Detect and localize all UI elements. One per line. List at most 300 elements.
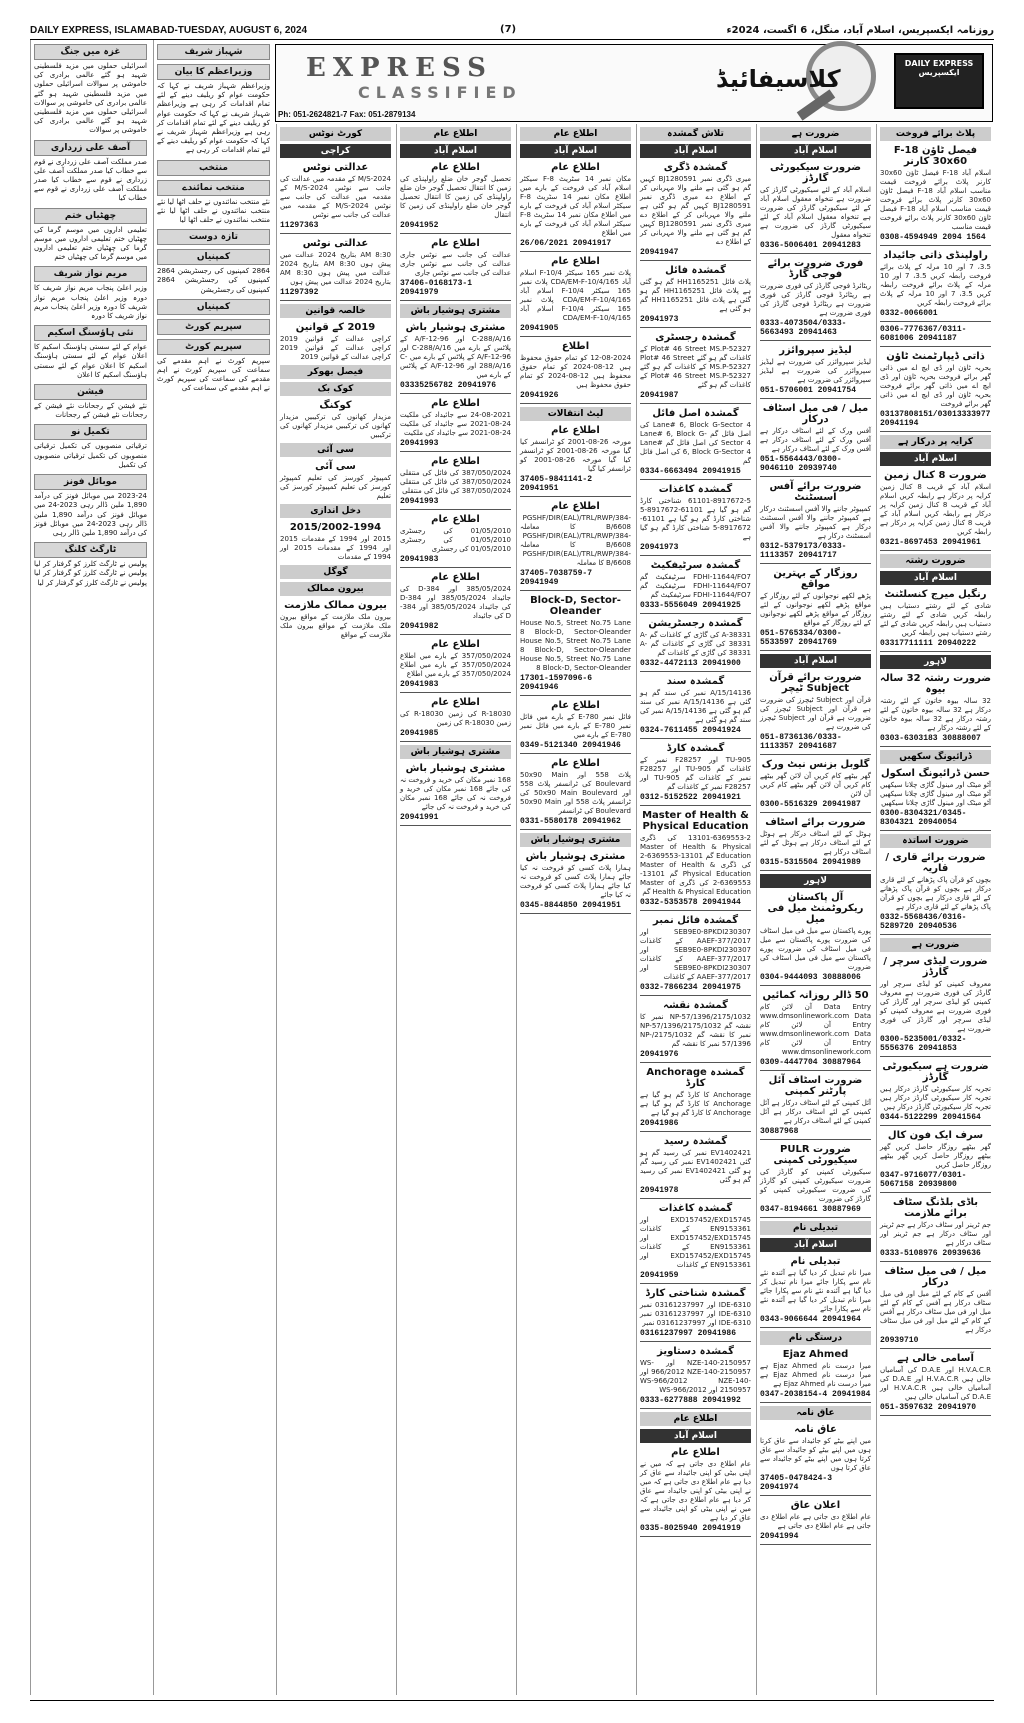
ad-phone: 20941993 <box>400 439 439 448</box>
ad-divider <box>520 251 631 252</box>
ad-divider <box>640 1198 751 1199</box>
ad-heading: اطلاع عام <box>551 700 600 711</box>
ad-phone: 0332-5353578 20941944 <box>640 898 741 907</box>
ad-phone: 03317711111 20940222 <box>880 639 977 648</box>
ad-divider <box>760 870 871 871</box>
ad-heading: غزہ میں جنگ <box>34 44 147 60</box>
ad-phone: 0306-7776367/0311-6081006 20941187 <box>880 325 967 343</box>
ad-heading: روزگار کے بہترین مواقع <box>773 568 858 590</box>
ad-divider <box>760 650 871 651</box>
ad-phone: 0321-8697453 20941961 <box>880 538 981 547</box>
ad-heading: مشتری ہوشیار باش <box>405 322 506 333</box>
section-label: لاہور <box>880 655 991 669</box>
ad-heading: گمشدہ رجسٹریشن <box>648 618 743 629</box>
ad-divider <box>880 830 991 831</box>
section-label: دخل اندازی <box>280 504 391 518</box>
ad-heading: اطلاع عام <box>551 162 600 173</box>
ad-divider <box>400 393 511 394</box>
ad-divider <box>280 233 391 234</box>
ad-body: FDHI-11644/FO7 سرٹیفکیٹ گم FDHI-11644/FO7 سرٹیفکیٹ گم FDHI-11644/FO7 سرٹیفکیٹ گم <box>640 573 751 599</box>
ad-body: Data Entry آن لائن کام www.dmsonlinework.com Data Entry آن لائن کام www.dmsonlinework.com Data Entry آن لائن کام www.dmsonlinework.com <box>760 1003 871 1056</box>
ad-phone: 0333-5556049 20941925 <box>640 601 741 610</box>
ad-heading: نئی ہاؤسنگ اسکیم <box>34 325 147 341</box>
ad-body: میرا درست نام Ejaz Ahmed ہے میرا درست نام Ejaz Ahmed ہے میرا درست نام Ejaz Ahmed ہے <box>760 1362 871 1388</box>
ad-heading: سپریم کورٹ <box>157 339 270 355</box>
ad-divider <box>400 233 511 234</box>
ad-body: 2023-24 میں موبائل فونز کی درآمد 1,890 ملین ڈالر رہی 2023-24 میں موبائل فونز کی درآمد 1,890 ملین ڈالر رہی 2023-24 میں موبائل فونز کی درآمد 1,890 ملین ڈالر رہی <box>34 492 148 537</box>
ad-heading: 2015/2002-1994 <box>289 522 382 533</box>
ad-body: مکان نمبر 14 سٹریٹ F-8 سیکٹر اسلام آباد کی فروخت کے بارے میں اطلاع مکان نمبر 14 سٹریٹ F-8 سیکٹر اسلام آباد کی فروخت کے بارے میں اطلاع مکان نمبر 14 سٹریٹ F-8 سیکٹر اسلام آباد کی فروخت کے بارے میں اطلاع <box>520 175 631 237</box>
classified-banner <box>275 44 993 122</box>
ad-body: بچوں کو قرآن پاک پڑھانے کے لئے قاری درکار ہے بچوں کو قرآن پاک پڑھانے کے لئے قاری درکار ہے بچوں کو قرآن پاک پڑھانے کے لئے قاری درکار ہے <box>880 876 991 911</box>
ad-divider <box>880 746 991 747</box>
ad-phone: 20941905 <box>520 324 559 333</box>
ad-phone: 20941987 <box>640 391 679 400</box>
ad-divider <box>520 403 631 404</box>
ad-phone: 03137808151/03013333977 20941194 <box>880 410 991 428</box>
ad-divider <box>760 398 871 399</box>
ad-body: H.V.A.C.R اور D.A.E کی آسامیاں خالی ہیں H.V.A.C.R اور D.A.E کی آسامیاں خالی ہیں H.V.A.C.R اور D.A.E کی آسامیاں خالی ہیں <box>880 1366 991 1401</box>
section-label: خالصہ قوانین <box>280 304 391 318</box>
ad-heading: تبدیلی نام <box>790 1256 841 1267</box>
ad-heading: گمشدہ کاغذات <box>658 484 733 495</box>
ad-divider <box>880 651 991 652</box>
ad-phone: 0312-5379173/0333-1113357 20941717 <box>760 542 847 560</box>
ad-heading: سرف ایک فون کال <box>887 1130 984 1141</box>
ad-divider <box>760 340 871 341</box>
ad-heading: فیشن <box>34 384 147 400</box>
ad-divider <box>400 567 511 568</box>
ad-divider <box>880 245 991 246</box>
section-label: درستگی نام <box>760 1331 871 1345</box>
ad-heading: گمشدہ رسید <box>663 1136 728 1147</box>
ad-heading: گمشدہ فائل نمبر <box>652 915 739 926</box>
section-label: کرایہ پر درکار ہے <box>880 435 991 449</box>
ad-divider <box>880 1192 991 1193</box>
page-number: (7) <box>500 24 517 35</box>
ad-heading: ضرورت رشتہ 32 سالہ بیوہ <box>879 673 991 695</box>
ad-phone: 37405-0478424-3 20941974 <box>760 1474 833 1492</box>
section-label: کورٹ نوٹس <box>280 127 391 141</box>
ad-body: 61101-8917672-5 شناختی کارڈ گم ہو گیا ہے 61101-8917672-5 شناختی کارڈ گم ہو گیا ہے 61101-8917672-5 شناختی کارڈ گم ہو گیا ہے <box>640 497 751 541</box>
ad-heading: گمشدہ نقشہ <box>663 1000 728 1011</box>
ad-body: مورخہ 26-08-2001 کو ٹرانسفر کیا گیا مورخہ 26-08-2001 کو ٹرانسفر کیا گیا مورخہ 26-08-2001 کو ٹرانسفر کیا گیا <box>520 438 631 473</box>
ad-phone: 0332-0066001 <box>880 309 938 318</box>
ad-heading: راولپنڈی ذاتی جائیداد <box>883 250 988 261</box>
ad-divider <box>880 1125 991 1126</box>
ad-divider <box>640 1341 751 1342</box>
ad-body: معروف کمپنی کو لیڈی سرچر اور گارڈز کی فوری ضرورت ہے معروف کمپنی کو لیڈی سرچر اور گارڈز کی فوری ضرورت ہے معروف کمپنی کو لیڈی سرچر اور گارڈز کی فوری ضرورت ہے <box>880 980 991 1033</box>
ad-divider <box>640 260 751 261</box>
ad-body: عام اطلاع دی جاتی ہے عام اطلاع دی جاتی ہے عام اطلاع دی جاتی ہے <box>760 1513 871 1530</box>
ad-phone: 0332-4472113 20941900 <box>640 659 741 668</box>
section-label: اطلاع عام <box>520 127 631 141</box>
ad-divider <box>400 634 511 635</box>
ad-body: R-18030 کی زمین R-18030 کی زمین R-18030 کی زمین <box>400 710 511 727</box>
ad-phone: 0315-5315504 20941989 <box>760 858 861 867</box>
ad-divider <box>760 1139 871 1140</box>
ad-phone: 20941986 <box>640 1119 679 1128</box>
ad-heading: فوری ضرورت برائے فوجی گارڈ <box>767 258 864 280</box>
ad-body: 32 سالہ بیوہ خاتون کے لئے رشتہ درکار ہے 32 سالہ بیوہ خاتون کے لئے رشتہ درکار ہے 32 سالہ بیوہ خاتون کے لئے رشتہ درکار ہے <box>880 697 991 732</box>
ad-phone: 0347-2038154-4 20941984 <box>760 1390 871 1399</box>
ad-divider <box>400 692 511 693</box>
ad-phone: 0312-5152522 20941921 <box>640 793 741 802</box>
ad-body: 3.5، 7 اور 10 مرلہ کے پلاٹ برائے فروخت رابطہ کریں 3.5، 7 اور 10 مرلہ کے پلاٹ برائے فروخت رابطہ کریں 3.5، 7 اور 10 مرلہ کے پلاٹ برائے فروخت رابطہ کریں <box>880 263 992 307</box>
ad-body: M/S-2024 کے مقدمہ میں عدالت کی جانب سے نوٹس M/S-2024 کے مقدمہ میں عدالت کی جانب سے نوٹس M/S-2024 کے مقدمہ میں عدالت کی جانب سے نوٹس <box>280 175 391 219</box>
section-label: اسلام آباد <box>400 144 511 158</box>
ad-body: C-288/A/16 اور 96-A/F-12 کے پلاٹس کے بارے میں C-288/A/16 اور 96-A/F-12 کے پلاٹس کے بارے میں C-288/A/16 اور 96-A/F-12 کے پلاٹس کے بارے میں <box>400 335 511 379</box>
header-left: DAILY EXPRESS, ISLAMABAD-TUESDAY, AUGUST 6, 2024 <box>30 25 308 36</box>
ad-divider <box>640 1131 751 1132</box>
ad-phone: 20941982 <box>400 622 439 631</box>
ad-divider <box>640 910 751 911</box>
ad-phone: 0332-5568436/0316-5289720 20940536 <box>880 913 967 931</box>
ad-phone: 20941976 <box>640 1050 679 1059</box>
section-label: مشتری ہوشیار باش <box>400 304 511 318</box>
ad-divider <box>640 805 751 806</box>
section-label: تلاش گمشدہ <box>640 127 751 141</box>
col-lost <box>636 124 754 1695</box>
ad-divider <box>880 1056 991 1057</box>
ad-phone: 051-8736136/0333-1113357 20941687 <box>760 733 842 751</box>
ad-phone: 20941973 <box>640 315 679 324</box>
ad-divider <box>640 995 751 996</box>
section-label: سپریم کورٹ <box>157 319 270 335</box>
ad-phone: 03335256782 20941976 <box>400 381 497 390</box>
ad-heading: گمشدہ سند <box>666 676 725 687</box>
ad-divider <box>880 1348 991 1349</box>
ad-phone: 051-5765334/0300-5533597 20941769 <box>760 629 842 647</box>
ad-body: عوام کے لئے سستی ہاؤسنگ اسکیم کا اعلان عوام کے لئے سستی ہاؤسنگ اسکیم کا اعلان عوام کے لئے سستی ہاؤسنگ اسکیم کا اعلان <box>34 343 147 379</box>
ad-phone: 20941985 <box>400 729 439 738</box>
ad-body: ریٹائرڈ فوجی گارڈز کی فوری ضرورت ہے ریٹائرڈ فوجی گارڈز کی فوری ضرورت ہے ریٹائرڈ فوجی گارڈز کی فوری ضرورت ہے <box>760 282 871 317</box>
ad-heading: Ejaz Ahmed <box>782 1349 849 1360</box>
ad-body: صدر مملکت آصف علی زرداری نے قوم سے خطاب کیا صدر مملکت آصف علی زرداری نے قوم سے خطاب کیا صدر مملکت آصف علی زرداری نے قوم سے خطاب کیا <box>34 157 147 203</box>
ad-body: 12-08-2024 کو تمام حقوق محفوظ ہیں 12-08-2024 کو تمام حقوق محفوظ ہیں 12-08-2024 کو تمام حقوق محفوظ ہیں <box>520 354 631 389</box>
ad-body: Plot# 46 Street MS.P-52327 کے کاغذات گم ہو گئے Plot# 46 Street MS.P-52327 کے کاغذات گم ہو گئے Plot# 46 Street MS.P-52327 کے کاغذات گم ہو گئے <box>640 345 751 389</box>
ad-body: مزیدار کھانوں کی ترکیبیں مزیدار کھانوں کی ترکیبیں مزیدار کھانوں کی ترکیبیں <box>280 413 391 439</box>
ad-body: 01/05/2010 کی رجسٹری 01/05/2010 کی رجسٹری 01/05/2010 کی رجسٹری <box>400 527 511 553</box>
section-label: کوک بک <box>280 382 391 396</box>
col-notice2 <box>396 124 514 1695</box>
ad-body: آٹو میٹک اور مینول گاڑی چلانا سیکھیں آٹو میٹک اور مینول گاڑی چلانا سیکھیں آٹو میٹک اور مینول گاڑی چلانا سیکھیں <box>880 781 991 807</box>
ad-divider <box>760 1070 871 1071</box>
ad-heading: سی آئی <box>315 461 356 472</box>
ad-phone: 37405-9841141-2 20941951 <box>520 475 593 493</box>
ad-phone: 11297363 <box>280 221 319 230</box>
ad-body: اسلام آباد کے قریب 8 کنال زمین کرایہ پر درکار ہے رابطہ کریں اسلام آباد کے قریب 8 کنال زمین کرایہ پر درکار ہے رابطہ کریں اسلام آباد کے قریب 8 کنال زمین کرایہ پر درکار ہے رابطہ کریں <box>880 483 991 536</box>
section-label: مشتری ہوشیار باش <box>520 833 631 847</box>
ad-heading: اطلاع عام <box>431 514 480 525</box>
section-label: اسلام آباد <box>760 654 871 668</box>
ad-heading: عاق نامہ <box>794 1424 837 1435</box>
ad-body: وزیراعظم شہباز شریف نے کہا کہ حکومت عوام کو ریلیف دینے کے لئے تمام اقدامات کر رہی ہے وزیراعظم شہباز شریف نے کہا کہ حکومت عوام کو ریلیف دینے کے لئے تمام اقدامات کر رہی ہے وزیراعظم شہباز شریف نے کہا کہ حکومت عوام کو ریلیف دینے کے لئے تمام اقدامات کر رہی ہے <box>157 82 270 155</box>
ad-heading: اطلاع عام <box>551 425 600 436</box>
ad-body: NZE-140-2150957 اور WS-966/2012 NZE-140-2150957 اور WS-966/2012 NZE-140-2150957 اور WS-966/2012 <box>640 1359 751 1394</box>
ad-heading: چھٹیاں ختم <box>34 208 147 224</box>
ad-phone: 0324-7611455 20941924 <box>640 726 741 735</box>
ad-body: قرآن اور Subject ٹیچرز کی ضرورت ہے قرآن اور Subject ٹیچرز کی ضرورت ہے قرآن اور Subject ٹیچرز کی ضرورت ہے <box>760 696 871 731</box>
ad-heading: حسن ڈرائیونگ اسکول <box>880 768 991 779</box>
ad-phone: 0304-9444093 30888006 <box>760 973 861 982</box>
ad-phone: 0349-5121340 20941946 <box>520 741 621 750</box>
ad-divider <box>880 550 991 551</box>
ad-phone: 0336-5006401 20941283 <box>760 241 861 250</box>
ad-heading: اعلان عاق <box>790 1500 841 1511</box>
section-label: اطلاع عام <box>640 1412 751 1426</box>
ad-body: EXD157452/EXD15745 اور EN9153361 کے کاغذات EXD157452/EXD15745 اور EN9153361 کے کاغذات EXD157452/EXD15745 اور EN9153361 کے کاغذات <box>640 1216 751 1269</box>
ad-divider <box>640 613 751 614</box>
ad-phone: 0347-9716077/0301-5067158 20939800 <box>880 1171 967 1189</box>
ad-body: 385/05/2024 اور 384-D کی جائیداد 385/05/2024 اور 384-D کی جائیداد 385/05/2024 اور 384-D کی جائیداد <box>400 585 512 620</box>
section-label: بیرون ممالک <box>280 582 391 596</box>
ad-phone: 20941947 <box>640 248 679 257</box>
ad-body: EV1402421 نمبر کی رسید گم ہو گئی EV1402421 نمبر کی رسید گم ہو گئی EV1402421 نمبر کی رسید گم ہو گئی <box>640 1149 751 1184</box>
ad-heading: ضرورت برائے آفس اسسٹنٹ <box>769 481 862 503</box>
ad-body: ترقیاتی منصوبوں کی تکمیل ترقیاتی منصوبوں کی تکمیل ترقیاتی منصوبوں کی تکمیل <box>34 442 147 469</box>
ad-phone: 051-5564443/0300-9046110 20939740 <box>760 455 842 473</box>
ad-phone: 20941978 <box>640 1186 679 1195</box>
col-news-mid <box>153 40 273 1695</box>
ad-body: 2015 اور 1994 کے مقدمات 2015 اور 1994 کے مقدمات 2015 اور 1994 کے مقدمات <box>280 535 392 561</box>
ad-divider <box>640 403 751 404</box>
ad-body: IDE-6310 اور 03161237997 نمبر IDE-6310 اور 03161237997 نمبر IDE-6310 اور 03161237997 نمبر <box>640 1301 752 1327</box>
ad-heading: رنگیل میرج کنسلٹنٹ <box>884 589 987 600</box>
ad-heading: آصف علی زرداری <box>34 140 147 156</box>
ad-body: گھر بیٹھے روزگار حاصل کریں گھر بیٹھے روزگار حاصل کریں گھر بیٹھے روزگار حاصل کریں <box>880 1143 991 1169</box>
ad-body: بحریہ ٹاؤن اور ڈی ایچ اے میں ذاتی گھر برائے فروخت بحریہ ٹاؤن اور ڈی ایچ اے میں ذاتی گھر برائے فروخت بحریہ ٹاؤن اور ڈی ایچ اے میں ذاتی گھر برائے فروخت <box>880 364 991 408</box>
ad-divider <box>640 671 751 672</box>
ad-phone: 11297392 <box>280 288 319 297</box>
ad-divider <box>640 555 751 556</box>
section-label: عاق نامہ <box>760 1406 871 1420</box>
ad-body: 8:30 AM بتاریخ 2024 عدالت میں پیش ہوں 8:30 AM بتاریخ 2024 عدالت میں پیش ہوں 8:30 AM بتاریخ 2024 عدالت میں پیش ہوں <box>280 251 392 286</box>
ad-body: پڑھے لکھے نوجوانوں کے لئے روزگار کے مواقع پڑھے لکھے نوجوانوں کے لئے روزگار کے مواقع پڑھے لکھے نوجوانوں کے لئے روزگار کے مواقع <box>760 592 871 627</box>
ad-body: آئل کمپنی کے لئے اسٹاف درکار ہے آئل کمپنی کے لئے اسٹاف درکار ہے آئل کمپنی کے لئے اسٹاف درکار ہے <box>760 1099 871 1125</box>
ad-divider <box>280 300 391 301</box>
ad-heading: اطلاع <box>561 341 590 352</box>
ad-heading: میل / فی میل سٹاف درکار <box>884 1266 987 1288</box>
section-label: منتخب <box>157 160 270 176</box>
ad-divider <box>760 253 871 254</box>
ad-heading: میل / فی میل اسٹاف درکار <box>762 403 869 425</box>
ad-body: عام اطلاع دی جاتی ہے کہ میں نے اپنی بیٹی کو اپنی جائیداد سے عاق کر دیا ہے عام اطلاع دی جاتی ہے کہ میں نے اپنی بیٹی کو اپنی جائیداد سے عاق کر دیا ہے عام اطلاع دی جاتی ہے کہ میں نے اپنی بیٹی کو اپنی جائیداد سے عاق کر دیا ہے <box>640 1460 751 1522</box>
ad-heading: اطلاع عام <box>431 162 480 173</box>
ad-divider <box>520 753 631 754</box>
section-label: ضرورت رشتہ <box>880 554 991 568</box>
ad-heading: اطلاع عام <box>551 256 600 267</box>
ad-heading: مریم نواز شریف <box>34 266 147 282</box>
ad-body: 14136/A/15 نمبر کی سند گم ہو گئی ہے 14136/A/15 نمبر کی سند گم ہو گئی ہے 14136/A/15 نمبر کی سند گم ہو گئی ہے <box>640 689 752 724</box>
section-label: لاہور <box>760 874 871 888</box>
ad-phone: 20941983 <box>400 680 439 689</box>
ad-body: 24-08-2021 سے جائیداد کی ملکیت 24-08-2021 سے جائیداد کی ملکیت 24-08-2021 سے جائیداد کی ملکیت <box>400 411 511 437</box>
ad-divider <box>520 913 631 914</box>
ad-phone: 0335-8025940 20941919 <box>640 1524 741 1533</box>
ad-body: عدالت کی جانب سے نوٹس جاری عدالت کی جانب سے نوٹس جاری عدالت کی جانب سے نوٹس جاری <box>400 251 511 277</box>
ad-body: سیکیورٹی کمپنی کو گارڈز کی ضرورت سیکیورٹی کمپنی کو گارڈز کی ضرورت سیکیورٹی کمپنی کو گارڈز کی ضرورت <box>760 1168 871 1203</box>
ad-body: کراچی عدالت کے قوانین 2019 کراچی عدالت کے قوانین 2019 کراچی عدالت کے قوانین 2019 <box>280 335 391 361</box>
col-notice1 <box>516 124 634 1695</box>
ad-phone: 20941952 <box>400 221 439 230</box>
ad-heading: ضرورت 8 کنال زمین <box>884 470 987 481</box>
section-label: تبدیلی نام <box>760 1221 871 1235</box>
ad-phone: 17301-1597096-6 20941946 <box>520 674 593 692</box>
ad-body: پلاٹ فائل HH1165251 گم ہو گئی ہے پلاٹ فائل HH1165251 گم ہو گئی ہے پلاٹ فائل HH1165251 گم ہو گئی ہے <box>640 278 752 313</box>
ad-phone: 0308-4594949 2094 1564 <box>880 233 986 242</box>
section-label: تازہ دوست <box>157 229 270 245</box>
ad-heading: ٹارگٹ کلنگ <box>34 542 147 558</box>
ad-body: ہوٹل کے لئے اسٹاف درکار ہے ہوٹل کے لئے اسٹاف درکار ہے ہوٹل کے لئے اسٹاف درکار ہے <box>760 830 871 856</box>
ad-phone: 0344-5122299 20941564 <box>880 1113 981 1122</box>
ad-heading: موبائل فونز <box>34 474 147 490</box>
ad-heading: گمشدہ ڈگری <box>663 162 728 173</box>
ad-body: اسلام آباد F-18 فیصل ٹاؤن 30x60 کارنر پلاٹ برائے فروخت قیمت مناسب اسلام آباد F-18 فیصل ٹاؤن 30x60 کارنر پلاٹ برائے فروخت قیمت مناسب اسلام آباد F-18 فیصل ٹاؤن 30x60 کارنر پلاٹ برائے فروخت قیمت مناسب <box>880 169 992 231</box>
page-footer-rule <box>30 1700 994 1701</box>
ad-heading: آل پاکستان ریکروٹمنٹ میل فی میل <box>767 892 864 925</box>
ad-body: آفس ورک کے لئے اسٹاف درکار ہے آفس ورک کے لئے اسٹاف درکار ہے آفس ورک کے لئے اسٹاف درکار ہے <box>760 427 871 453</box>
ad-heading: کوکنگ <box>319 400 352 411</box>
ad-body: پلاٹ نمبر 165 سیکٹر F-10/4 اسلام آباد CDA/EM-F-10/4/165 پلاٹ نمبر 165 سیکٹر F-10/4 اسلام آباد CDA/EM-F-10/4/165 پلاٹ نمبر 165 سیکٹر F-10/4 اسلام آباد CDA/EM-F-10/4/165 <box>520 269 631 322</box>
ad-heading: عدالتی نوٹس <box>302 162 369 173</box>
ad-heading: 50 ڈالر روزانہ کمائیں <box>762 990 869 1001</box>
ad-heading: وزیراعظم کا بیان <box>157 64 270 80</box>
ad-phone: 20941926 <box>520 391 559 400</box>
ad-phone: 37406-0168173-1 20941979 <box>400 279 473 297</box>
ad-divider <box>760 1217 871 1218</box>
ad-heading: ضرورت لیڈی سرچر / گارڈز <box>883 956 988 978</box>
ad-body: پلاٹ 558 اور 50x90 Main Boulevard کی ٹرانسفر پلاٹ 558 اور 50x90 Main Boulevard کی ٹرانسفر پلاٹ 558 اور 50x90 Main Boulevard کی ٹرانسفر <box>520 771 631 815</box>
ad-heading: اطلاع عام <box>431 639 480 650</box>
ad-body: اسلام آباد کے لئے سیکیورٹی گارڈز کی ضرورت ہے تنخواہ معقول اسلام آباد کے لئے سیکیورٹی گارڈز کی ضرورت ہے تنخواہ معقول اسلام آباد کے لئے سیکیورٹی گارڈز کی ضرورت ہے تنخواہ معقول <box>760 186 871 239</box>
ad-heading: کمپنیاں <box>157 249 270 265</box>
ad-heading: آسامی خالی ہے <box>897 1353 974 1364</box>
ad-divider <box>640 1062 751 1063</box>
ad-phone: 20939710 <box>880 1336 919 1345</box>
ad-divider <box>640 1283 751 1284</box>
ad-body: میں اپنے بیٹے کو جائیداد سے عاق کرتا ہوں میں اپنے بیٹے کو جائیداد سے عاق کرتا ہوں میں اپنے بیٹے کو جائیداد سے عاق کرتا ہوں <box>760 1437 871 1472</box>
section-label: لیٹ انتقالات <box>520 407 631 421</box>
ad-divider <box>760 812 871 813</box>
ad-divider <box>760 985 871 986</box>
ad-phone: 0309-4447704 30887964 <box>760 1058 861 1067</box>
ad-heading: ضرورت برائے قرآن Subject ٹیچر <box>769 672 862 694</box>
ad-phone: 0343-9066644 20941964 <box>760 1315 861 1324</box>
ad-heading: اطلاع عام <box>431 398 480 409</box>
ad-divider <box>760 476 871 477</box>
section-label: شہباز شریف <box>157 44 270 60</box>
ad-body: Lane# 6, Block G-Sector 4 کی اصل فائل گم Lane# 6, Block G-Sector 4 کی اصل فائل گم Lane# 6, Block G-Sector 4 کی اصل فائل گم <box>640 421 751 465</box>
ad-phone: 0300-5516329 20941987 <box>760 800 861 809</box>
ad-body: PGSHF/DIR(EAL)/TRL/RWP/384-B/6608 کا معاملہ PGSHF/DIR(EAL)/TRL/RWP/384-B/6608 کا معاملہ PGSHF/DIR(EAL)/TRL/RWP/384-B/6608 کا معاملہ <box>520 514 631 567</box>
ad-body: میرا نام تبدیل کر دیا گیا ہے آئندہ نئے نام سے پکارا جائے میرا نام تبدیل کر دیا گیا ہے آئندہ نئے نام سے پکارا جائے میرا نام تبدیل کر دیا گیا ہے آئندہ نئے نام سے پکارا جائے <box>760 1269 871 1313</box>
ad-phone: 051-5706001 20941754 <box>760 386 857 395</box>
ad-heading: لیڈیز سپروائزر <box>779 345 852 356</box>
ad-divider <box>760 754 871 755</box>
col-wanted <box>756 124 874 1695</box>
ad-heading: ضرورت ہے سیکیورٹی گارڈز <box>882 1061 989 1083</box>
ad-body: 357/050/2024 کے بارے میں اطلاع 357/050/2024 کے بارے میں اطلاع 357/050/2024 کے بارے میں اطلاع <box>400 652 511 678</box>
ad-body: میری ڈگری نمبر BJ1280591 کہیں گم ہو گئی ہے ملنے والا مہربانی کر کے اطلاع دے میری ڈگری نمبر BJ1280591 کہیں گم ہو گئی ہے ملنے والا مہربانی کر کے اطلاع دے میری ڈگری نمبر BJ1280591 کہیں گم ہو گئی ہے ملنے والا مہربانی کر کے اطلاع دے <box>640 175 751 246</box>
banner-classified: CLASSIFIED <box>358 83 522 102</box>
ad-heading: بیرون ممالک ملازمت <box>284 600 387 611</box>
ad-phone: 20941991 <box>400 813 439 822</box>
ad-heading: اطلاع عام <box>431 697 480 708</box>
ad-body: A-38331 کی گاڑی کے کاغذات گم A-38331 کی گاڑی کے کاغذات گم A-38331 کی گاڑی کے کاغذات گم <box>640 631 751 657</box>
col-news-left <box>30 40 150 1695</box>
express-logo: DAILY EXPRESS ایکسپریس <box>894 53 984 109</box>
ad-body: Anchorage کا کارڈ گم ہو گیا ہے Anchorage کا کارڈ گم ہو گیا ہے Anchorage کا کارڈ گم ہو گیا ہے <box>640 1091 751 1117</box>
ad-divider <box>400 300 511 301</box>
ad-body: جم ٹرینر اور سٹاف درکار ہے جم ٹرینر اور سٹاف درکار ہے جم ٹرینر اور سٹاف درکار ہے <box>880 1221 991 1247</box>
section-label: اطلاع عام <box>400 127 511 141</box>
ad-body: 2175/1032/NP-57/1396 نمبر کا نقشہ گم 2175/1032/NP-57/1396 نمبر کا نقشہ گم 2175/1032/NP-57/1396 نمبر کا نقشہ گم <box>640 1013 751 1048</box>
ad-body: تجربہ کار سیکیورٹی گارڈز درکار ہیں تجربہ کار سیکیورٹی گارڈز درکار ہیں تجربہ کار سیکیورٹی گارڈز درکار ہیں <box>880 1085 991 1111</box>
ad-heading: گمشدہ Anchorage کارڈ <box>646 1067 745 1089</box>
col-court <box>276 124 394 1695</box>
ad-heading: گمشدہ کاغذات <box>658 1203 733 1214</box>
ad-body: آفس کے کام کے لئے میل اور فی میل سٹاف درکار ہے آفس کے کام کے لئے میل اور فی میل سٹاف درکار ہے آفس کے کام کے لئے میل اور فی میل سٹاف درکار ہے <box>880 1290 991 1334</box>
ad-body: کمپیوٹر کورسز کی تعلیم کمپیوٹر کورسز کی تعلیم کمپیوٹر کورسز کی تعلیم <box>280 474 391 500</box>
ad-divider <box>640 479 751 480</box>
section-label: ڈرائیونگ سکھیں <box>880 750 991 764</box>
ad-heading: ضرورت برائے اسٹاف <box>765 817 866 828</box>
ad-body: کمپیوٹر جاننے والا آفس اسسٹنٹ درکار ہے کمپیوٹر جاننے والا آفس اسسٹنٹ درکار ہے کمپیوٹر جاننے والا آفس اسسٹنٹ درکار ہے <box>760 505 871 540</box>
section-label: اسلام آباد <box>880 571 991 585</box>
ad-divider <box>520 496 631 497</box>
ad-phone: 03161237997 20941986 <box>640 1329 737 1338</box>
ad-heading: ضرورت اسٹاف آئل پارٹنر کمپنی <box>768 1075 863 1097</box>
ad-body: فائل نمبر 780-E کے بارے میں فائل نمبر 780-E کے بارے میں فائل نمبر 780-E کے بارے میں <box>520 713 631 739</box>
ad-phone: 0333-6277888 20941992 <box>640 1396 741 1405</box>
ad-heading: گمشدہ شناختی کارڈ <box>645 1288 746 1299</box>
ad-phone: 37405-7038759-7 20941949 <box>520 569 593 587</box>
ad-body: House No.5, Street No.75 Lane 8 Block-D, Sector-Oleander House No.5, Street No.75 Lane 8 Block-D, Sector-Oleander House No.5, Street No.75 Lane 8 Block-D, Sector-Oleander <box>520 619 631 672</box>
ad-divider <box>640 1536 751 1537</box>
ad-body: SEB9E0-8PKDI230307 اور 2017/AAEF-377 کے کاغذات SEB9E0-8PKDI230307 اور 2017/AAEF-377 کے کاغذات SEB9E0-8PKDI230307 اور 2017/AAEF-377 کے کاغذات <box>640 928 751 981</box>
page-header <box>30 24 994 40</box>
ad-body: بیرون ملک ملازمت کے مواقع بیرون ملک ملازمت کے مواقع بیرون ملک ملازمت کے مواقع <box>280 613 391 639</box>
ad-body: سپریم کورٹ نے اہم مقدمے کی سماعت کی سپریم کورٹ نے اہم مقدمے کی سماعت کی سپریم کورٹ نے اہم مقدمے کی سماعت کی <box>157 356 270 393</box>
banner-express: EXPRESS <box>306 53 493 83</box>
ad-heading: 2019 کے قوانین <box>295 322 376 333</box>
ad-heading: مشتری ہوشیار باش <box>405 763 506 774</box>
section-label: کمپنیاں <box>157 299 270 315</box>
col-property <box>876 124 994 1695</box>
ad-divider <box>760 1402 871 1403</box>
ad-body: 2864 کمپنیوں کی رجسٹریشن 2864 کمپنیوں کی رجسٹریشن 2864 کمپنیوں کی رجسٹریشن <box>157 267 270 294</box>
ad-phone: 0332-7866234 20941975 <box>640 983 741 992</box>
ad-heading: مشتری ہوشیار باش <box>525 851 626 862</box>
ad-divider <box>880 1415 991 1416</box>
ad-body: پولیس نے ٹارگٹ کلرز کو گرفتار کر لیا پولیس نے ٹارگٹ کلرز کو گرفتار کر لیا پولیس نے ٹارگٹ کلرز کو گرفتار کر لیا <box>34 560 147 587</box>
ad-heading: ذاتی ڈیپارٹمنٹ ٹاؤن <box>886 351 985 362</box>
ad-divider <box>880 346 991 347</box>
section-label: ضرورت ہے <box>880 938 991 952</box>
ad-divider <box>400 741 511 742</box>
ad-heading: اطلاع عام <box>431 572 480 583</box>
ad-divider <box>880 1261 991 1262</box>
ad-body: تعلیمی اداروں میں موسم گرما کی چھٹیاں ختم تعلیمی اداروں میں موسم گرما کی چھٹیاں ختم تعلیمی اداروں میں موسم گرما کی چھٹیاں ختم <box>34 225 147 262</box>
section-label: ضرورت ہے <box>760 127 871 141</box>
section-label: سی آئی <box>280 443 391 457</box>
ad-heading: گمشدہ دستاویز <box>657 1346 734 1357</box>
ad-body: 13101-6369553-2 کی ڈگری Master of Health & Physical Education گم 13101-6369553-2 کی ڈگری Master of Health & Physical Education گم 13101-6369553-2 کی ڈگری Master of Health & Physical Education گم <box>640 834 751 896</box>
ad-body: لیڈیز سپروائزر کی ضرورت ہے لیڈیز سپروائزر کی ضرورت ہے لیڈیز سپروائزر کی ضرورت ہے <box>760 358 871 384</box>
ad-phone: 20941959 <box>640 1271 679 1280</box>
ad-phone: 0303-6303183 30888007 <box>880 734 981 743</box>
